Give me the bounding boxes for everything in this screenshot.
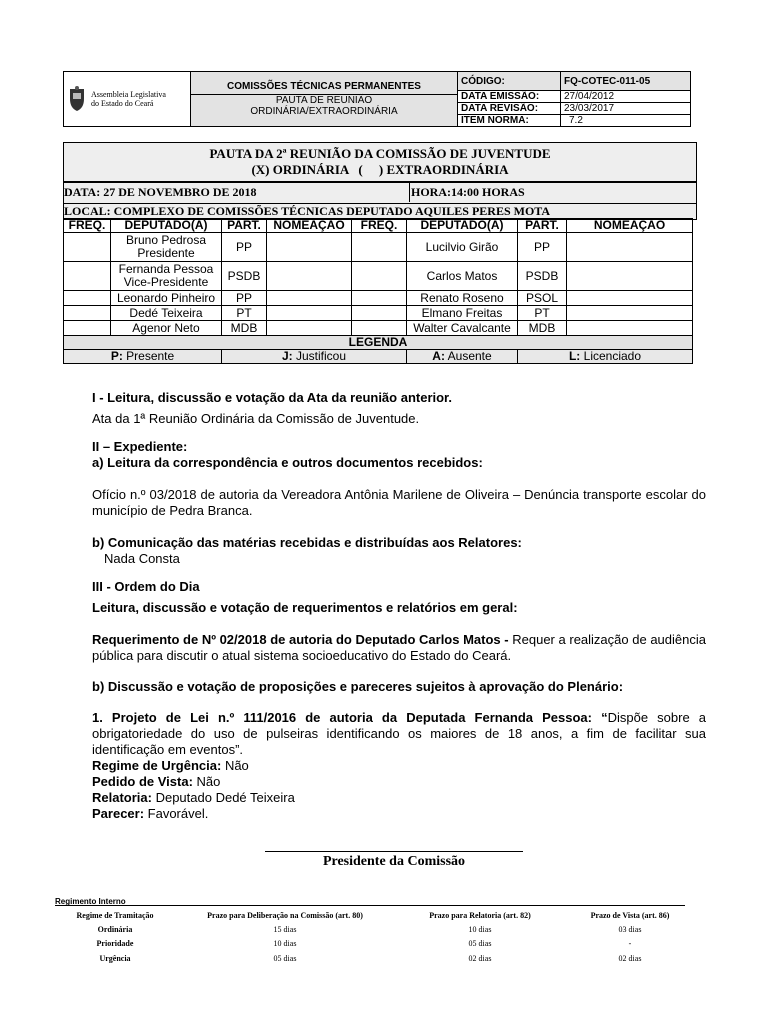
legend-title-row	[64, 336, 693, 350]
section-3b-title: b) Discussão e votação de proposições e pareceres sujeitos à aprovação do Plenário:	[92, 679, 624, 694]
legend-item: J: Justificou	[222, 350, 407, 364]
regimento-header-row	[55, 908, 695, 922]
header-line1: COMISSÕES TÉCNICAS PERMANENTES	[227, 81, 421, 92]
deputy-name: Fernanda Pessoa	[118, 262, 214, 276]
legend-row	[64, 350, 693, 364]
regimento-col-regime: Regime de Tramitação	[76, 910, 154, 920]
code-value: FQ-COTEC-011-05	[561, 72, 691, 91]
meeting-time: HORA:14:00 HORAS	[411, 185, 525, 199]
col-nomeacao: NOMEAÇÃO	[267, 219, 352, 233]
revision-value: 23/03/2017	[561, 103, 691, 115]
revision-label: DATA REVISÃO:	[458, 103, 561, 115]
projeto-de-lei: 1. Projeto de Lei n.º 111/2016 de autoria da Deputada Fernanda Pessoa: “Dispõe sobre a obrigatoriedade do uso de pulseiras identificando os maiores de 18 anos, a fim de facilitar sua identificação em eventos”.	[92, 710, 706, 757]
header-line2: PAUTA DE REUNIÃO	[275, 95, 373, 106]
legend-item: L: Licenciado	[518, 350, 693, 364]
col-deputado: DEPUTADO(A)	[111, 219, 222, 233]
col-freq-2: FREQ.	[352, 219, 407, 233]
table-row: Prioridade 10 dias 05 dias -	[96, 939, 632, 949]
deputy-role: Presidente	[137, 246, 195, 260]
col-nomeacao-2: NOMEAÇÃO	[567, 219, 693, 233]
section-1-text: Ata da 1ª Reunião Ordinária da Comissão de Juventude.	[92, 411, 420, 426]
logo-text-line1: Assembleia Legislativa	[91, 90, 166, 99]
regimento-col-deliberacao: Prazo para Deliberação na Comissão (art. 80)	[207, 910, 363, 920]
requerimento: Requerimento de Nº 02/2018 de autoria do Deputado Carlos Matos - Requer a realização de audiência pública para discutir o atual sistema socioeducativo do Estado do Ceará.	[92, 632, 706, 663]
deputy-name: Renato Roseno	[407, 291, 518, 306]
deputy-party: PSDB	[222, 262, 267, 291]
section-2b-title: b) Comunicação das matérias recebidas e distribuídas aos Relatores:	[92, 535, 522, 550]
logo-cell	[64, 72, 191, 127]
agenda-body	[92, 390, 706, 822]
document-header	[63, 71, 691, 127]
pedido-vista: Pedido de Vista: Não	[92, 774, 221, 789]
regimento-col-vista: Prazo de Vista (art. 86)	[590, 910, 670, 920]
section-2a-text: Ofício n.º 03/2018 de autoria da Vereadora Antônia Marilene de Oliveira – Denúncia transporte escolar do município de Pedra Branca.	[92, 487, 706, 518]
relatoria: Relatoria: Deputado Dedé Teixeira	[92, 790, 295, 805]
norm-value: 7.2	[561, 115, 691, 127]
deputy-name: Lucilvio Girão	[407, 233, 518, 262]
section-3-title: III - Ordem do Dia	[92, 579, 200, 594]
logo-text-line2: do Estado do Ceará	[91, 99, 154, 108]
table-row	[64, 262, 693, 291]
deputy-party: PP	[222, 291, 267, 306]
deputy-name: Dedé Teixeira	[111, 306, 222, 321]
deputy-party: PSOL	[518, 291, 567, 306]
parecer: Parecer: Favorável.	[92, 806, 209, 821]
deputy-name: Walter Cavalcante	[407, 321, 518, 336]
section-3-subtitle: Leitura, discussão e votação de requerimentos e relatórios em geral:	[92, 600, 518, 615]
deputy-party: PP	[222, 233, 267, 262]
emission-value: 27/04/2012	[561, 91, 691, 103]
section-2a-title: a) Leitura da correspondência e outros documentos recebidos:	[92, 455, 483, 470]
section-2b-text: Nada Consta	[104, 551, 180, 566]
deputy-name: Agenor Neto	[111, 321, 222, 336]
table-row: Urgência 05 dias 02 dias 02 dias	[99, 953, 642, 963]
col-freq: FREQ.	[64, 219, 111, 233]
legend-item: P: Presente	[64, 350, 222, 364]
header-title-cell	[191, 72, 458, 127]
regimento-divider	[55, 905, 685, 906]
deputy-name: Leonardo Pinheiro	[111, 291, 222, 306]
col-deputado-2: DEPUTADO(A)	[407, 219, 518, 233]
deputy-name: Carlos Matos	[407, 262, 518, 291]
meeting-title-box	[63, 142, 697, 182]
table-row	[64, 321, 693, 336]
table-row	[64, 291, 693, 306]
deputy-party: PT	[518, 306, 567, 321]
members-header-row	[64, 219, 693, 233]
table-row	[64, 233, 693, 262]
regime-urgencia: Regime de Urgência: Não	[92, 758, 249, 773]
table-row: Ordinária 15 dias 10 dias 03 dias	[97, 924, 642, 934]
section-2-title: II – Expediente:	[92, 439, 188, 454]
meeting-date: DATA: 27 DE NOVEMBRO DE 2018	[64, 185, 257, 199]
deputy-party: PT	[222, 306, 267, 321]
deputy-role: Vice-Presidente	[123, 275, 209, 289]
deputy-party: MDB	[518, 321, 567, 336]
norm-label: ITEM NORMA:	[458, 115, 561, 127]
coat-of-arms-icon	[67, 86, 87, 112]
emission-label: DATA EMISSÃO:	[458, 91, 561, 103]
legend-title: LEGENDA	[64, 336, 693, 350]
table-row	[64, 306, 693, 321]
signature-label: Presidente da Comissão	[322, 854, 466, 869]
regimento-col-relatoria: Prazo para Relatoria (art. 82)	[429, 910, 531, 920]
section-1-title: I - Leitura, discussão e votação da Ata da reunião anterior.	[92, 390, 453, 405]
deputy-party: PSDB	[518, 262, 567, 291]
date-line	[63, 182, 697, 204]
deputy-name: Elmano Freitas	[407, 306, 518, 321]
meeting-location: LOCAL: COMPLEXO DE COMISSÕES TÉCNICAS DEPUTADO AQUILES PERES MOTA	[64, 204, 551, 218]
meeting-type: (X) ORDINÁRIA ( ) EXTRAORDINÁRIA	[251, 162, 509, 177]
members-table	[63, 218, 693, 364]
meeting-title: PAUTA DA 2ª REUNIÃO DA COMISSÃO DE JUVENTUDE	[209, 146, 551, 161]
deputy-party: PP	[518, 233, 567, 262]
header-line3: ORDINÁRIA/EXTRAORDINÁRIA	[250, 106, 398, 117]
deputy-name: Bruno Pedrosa	[125, 233, 207, 247]
deputy-party: MDB	[222, 321, 267, 336]
code-label: CÓDIGO:	[458, 72, 561, 91]
col-part-2: PART.	[518, 219, 567, 233]
signature-line	[265, 851, 523, 852]
regimento-title: Regimento Interno	[55, 897, 126, 906]
col-part: PART.	[222, 219, 267, 233]
legend-item: A: Ausente	[407, 350, 518, 364]
regimento-table	[55, 908, 695, 966]
